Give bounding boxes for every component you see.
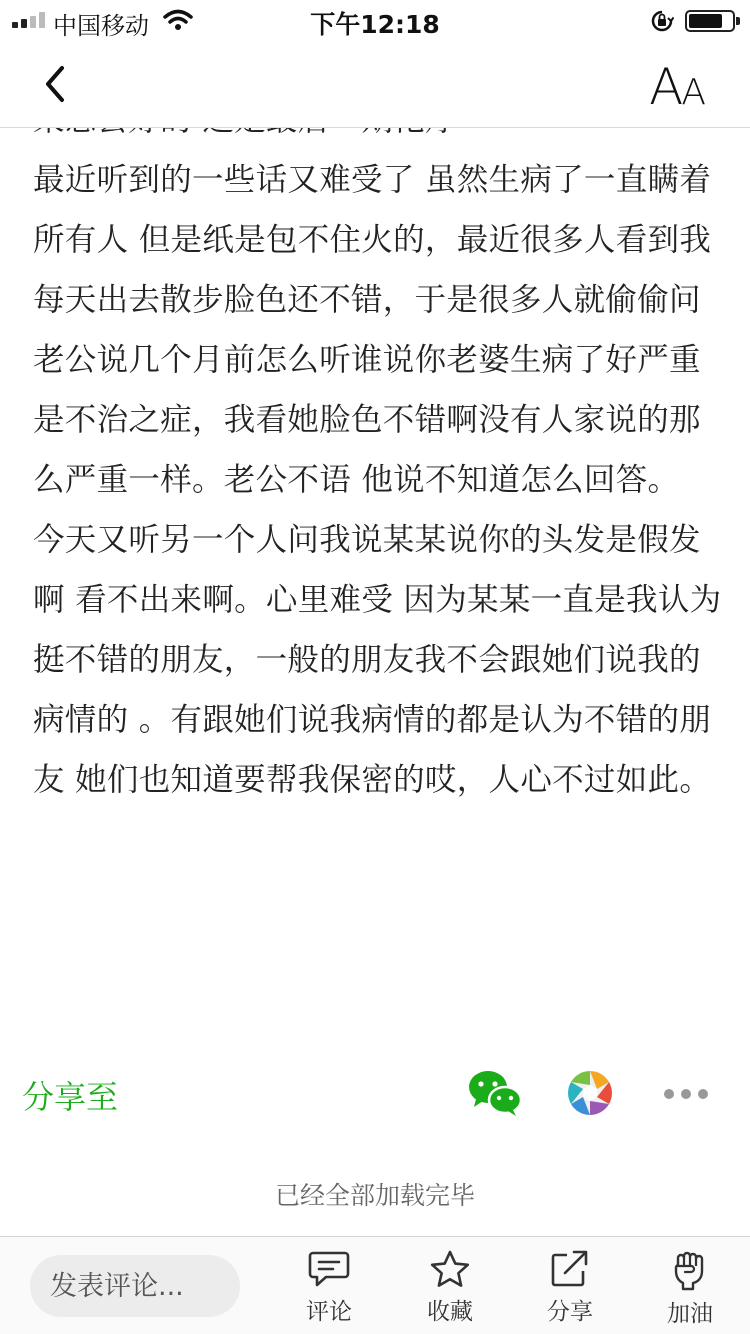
share-moments-button[interactable] [567,1070,613,1116]
more-dot-icon [698,1089,708,1099]
favorite-button[interactable] [405,1249,495,1329]
comment-icon [308,1249,350,1289]
more-dot-icon [664,1089,674,1099]
status-time: 下午12:18 [310,10,440,39]
battery-icon [685,10,735,32]
star-icon [429,1249,471,1289]
status-bar [0,0,750,40]
all-loaded-text: 已经全部加载完毕 [274,1181,475,1210]
comment-label: 评论 [306,1299,352,1325]
more-dot-icon [681,1089,691,1099]
bottom-toolbar [0,1236,750,1334]
chevron-left-icon [36,62,76,106]
favorite-label: 收藏 [427,1299,473,1325]
article-paragraph-1: 最近听到的一些话又难受了 虽然生病了一直瞒着所有人 但是纸是包不住火的，最近很多人看到我每天出去散步脸色还不错，于是很多人就偷偷问老公说几个月前怎么听谁说你老婆生病了好严重是不治之症，我看她脸色不错啊没有人家说的那么严重一样。老公不语 他说不知道怎么回答。 [33,162,712,498]
comment-button[interactable] [284,1249,374,1329]
font-size-icon-large: A [649,58,682,116]
share-icon [549,1249,591,1289]
article-body [33,90,723,810]
rotation-lock-icon [650,9,674,33]
navigation-bar [0,40,750,128]
back-button[interactable] [36,62,76,106]
share-label: 分享 [547,1299,593,1325]
share-to-label: 分享至 [22,1078,119,1116]
share-button[interactable] [525,1249,615,1329]
wechat-icon [468,1070,522,1116]
font-size-icon-small: A [681,72,706,113]
cheer-button[interactable] [645,1249,735,1329]
fist-icon [669,1249,711,1291]
cheer-label: 加油 [667,1301,713,1327]
share-wechat-button[interactable] [468,1070,522,1116]
moments-aperture-icon [567,1070,613,1116]
share-more-button[interactable] [664,1084,708,1104]
comment-input[interactable] [30,1255,240,1317]
article-paragraph-2: 今天又听另一个人问我说某某说你的头发是假发啊 看不出来啊。心里难受 因为某某一直是我认为挺不错的朋友，一般的朋友我不会跟她们说我的病情的 。有跟她们说我病情的都是认为不错的朋友 她们也知道要帮我保密的哎，人心不过如此。 [33,522,722,798]
font-size-button[interactable] [649,58,706,116]
carrier-name: 中国移动 [53,12,149,40]
